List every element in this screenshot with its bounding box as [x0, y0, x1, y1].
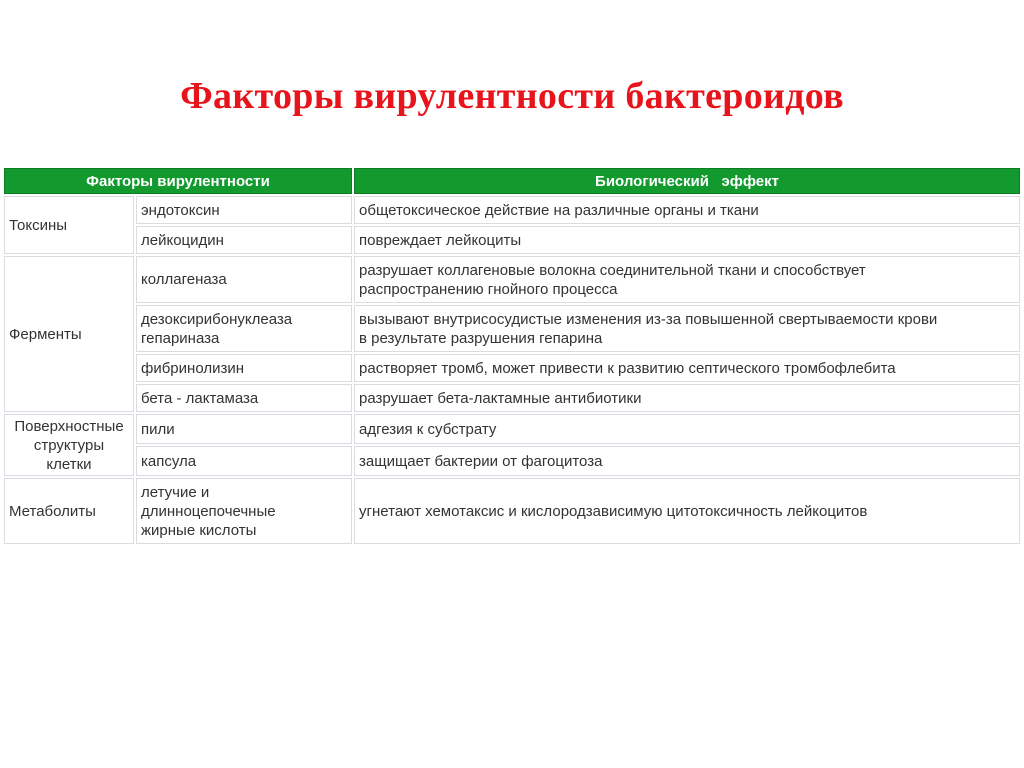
factor-cell: летучие и длинноцепочечные жирные кислоты [136, 478, 352, 544]
table-header-row [4, 168, 1020, 194]
effect-cell: растворяет тромб, может привести к развитию септического тромбофлебита [354, 354, 1020, 382]
table-row [4, 354, 1020, 382]
effect-cell: адгезия к субстрату [354, 414, 1020, 444]
category-surface-structures: Поверхностные структуры клетки [4, 414, 134, 476]
factor-cell: лейкоцидин [136, 226, 352, 254]
category-enzymes: Ферменты [4, 256, 134, 412]
table-row [4, 414, 1020, 444]
slide-title: Факторы вирулентности бактероидов [180, 75, 844, 117]
table-row [4, 256, 1020, 303]
factor-cell: коллагеназа [136, 256, 352, 303]
category-toxins: Токсины [4, 196, 134, 254]
table-row [4, 196, 1020, 224]
effect-cell: повреждает лейкоциты [354, 226, 1020, 254]
header-factors: Факторы вирулентности [4, 168, 352, 194]
table-row [4, 305, 1020, 352]
category-metabolites: Метаболиты [4, 478, 134, 544]
virulence-factors-table [2, 166, 1022, 546]
factor-cell: пили [136, 414, 352, 444]
effect-cell: угнетают хемотаксис и кислородзависимую цитотоксичность лейкоцитов [354, 478, 1020, 544]
factor-cell: дезоксирибонуклеаза гепариназа [136, 305, 352, 352]
factor-cell: эндотоксин [136, 196, 352, 224]
effect-cell: вызывают внутрисосудистые изменения из-за повышенной свертываемости крови в результате разрушения гепарина [354, 305, 1020, 352]
factor-cell: фибринолизин [136, 354, 352, 382]
effect-cell: общетоксическое действие на различные органы и ткани [354, 196, 1020, 224]
effect-cell: разрушает коллагеновые волокна соединительной ткани и способствует распространению гнойного процесса [354, 256, 1020, 303]
table-row [4, 478, 1020, 544]
table-row [4, 226, 1020, 254]
header-effect: Биологический эффект [354, 168, 1020, 194]
table-row [4, 384, 1020, 412]
factor-cell: капсула [136, 446, 352, 476]
factor-cell: бета - лактамаза [136, 384, 352, 412]
effect-cell: защищает бактерии от фагоцитоза [354, 446, 1020, 476]
table-row [4, 446, 1020, 476]
effect-cell: разрушает бета-лактамные антибиотики [354, 384, 1020, 412]
